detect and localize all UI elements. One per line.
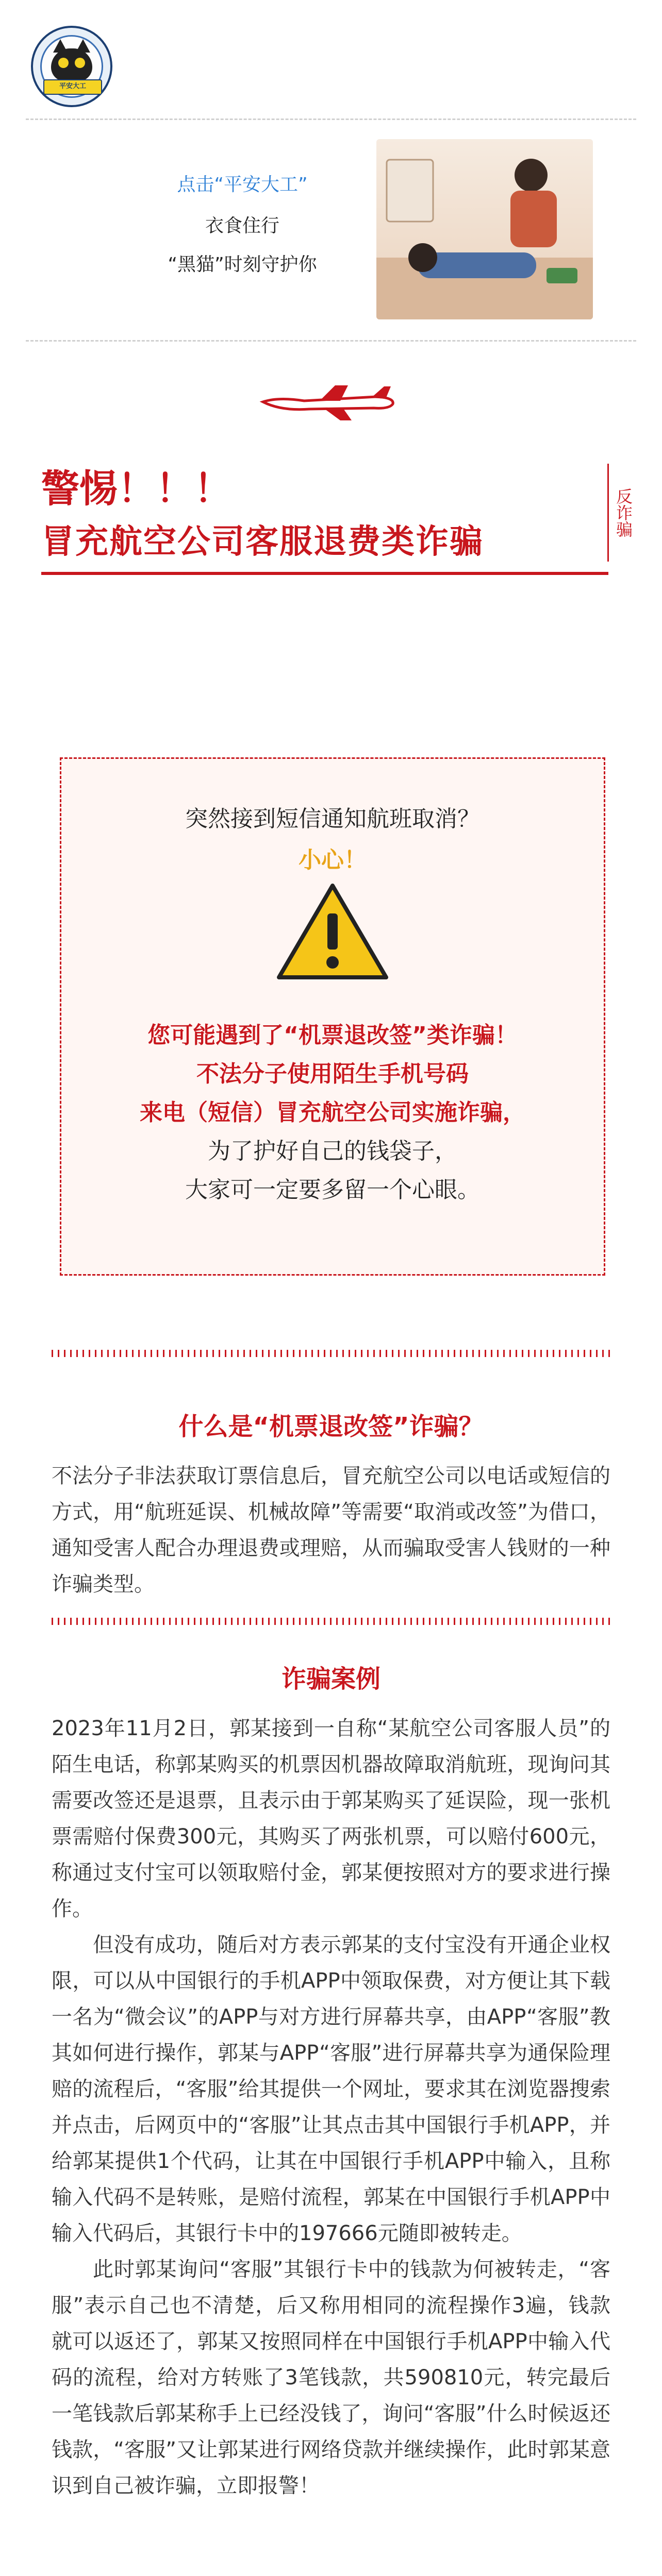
intro-follow-link[interactable]: 点击“平安大工” bbox=[177, 174, 308, 195]
warning-line-5: 大家可一定要多留一个心眼。 bbox=[185, 1177, 480, 1203]
page-subtitle: 冒充航空公司客服退费类诈骗 bbox=[41, 523, 484, 561]
section-case-title: 诈骗案例 bbox=[281, 1665, 380, 1693]
section-divider bbox=[52, 1618, 610, 1625]
section-what-title: 什么是“机票退改签”诈骗？ bbox=[178, 1412, 484, 1441]
warning-line-2: 不法分子使用陌生手机号码 bbox=[196, 1061, 469, 1087]
warning-line-3: 来电（短信）冒充航空公司实施诈骗， bbox=[140, 1099, 525, 1126]
intro-line-2: 衣食住行 bbox=[205, 215, 279, 236]
black-cat-icon bbox=[51, 48, 92, 81]
case-paragraph: 2023年11月2日，郭某接到一自称“某航空公司客服人员”的陌生电话，称郭某购买的机票因机器故障取消航班，现询问其需要改签还是退票，且表示由于郭某购买了延误险，现一张机票需赔付保费300元，其购买了两张机票，可以赔付600元，称通过支付宝可以领取赔付金，郭某便按照对方的要求进行操作。 bbox=[52, 1717, 610, 1921]
intro-line-3: “黑猫”时刻守护你 bbox=[168, 254, 317, 275]
anti-fraud-tag: 反诈骗 bbox=[607, 464, 638, 562]
warning-question: 突然接到短信通知航班取消？ bbox=[185, 806, 480, 832]
section-divider bbox=[52, 1350, 610, 1357]
intro-divider-bottom bbox=[26, 340, 636, 342]
warning-line-1: 您可能遇到了“机票退改签”类诈骗！ bbox=[147, 1022, 518, 1048]
logo-ribbon: 平安大工 bbox=[43, 79, 102, 95]
title-underline bbox=[41, 572, 608, 575]
airplane-icon bbox=[258, 381, 402, 422]
section-what-body: 不法分子非法获取订票信息后，冒充航空公司以电话或短信的方式，用“航班延误、机械故障”等需要“取消或改签”为借口，通知受害人配合办理退费或理赔，从而骗取受害人钱财的一种诈骗类型。 bbox=[52, 1464, 610, 1596]
warning-triangle-icon bbox=[276, 883, 389, 980]
case-paragraph: 但没有成功，随后对方表示郭某的支付宝没有开通企业权限，可以从中国银行的手机APP中领取保费，对方便让其下载一名为“微会议”的APP与对方进行屏幕共享，由APP“客服”教其如何进行操作，郭某与APP“客服”进行屏幕共享为通保险理赔的流程后，“客服”给其提供一个网址，要求其在浏览器搜索并点击，后网页中的“客服”让其点击其中国银行手机APP，并给郭某提供1个代码，让其在中国银行手机APP中输入，且称输入代码不是转账，是赔付流程，郭某在中国银行手机APP中输入代码后，其银行卡中的197666元随即被转走。 bbox=[52, 1933, 610, 2245]
logo-badge bbox=[31, 26, 112, 107]
page-title: 警惕！！！ bbox=[41, 467, 232, 511]
case-paragraph: 此时郭某询问“客服”其银行卡中的钱款为何被转走，“客服”表示自己也不清楚，后又称用相同的流程操作3遍，钱款就可以返还了，郭某又按照同样在中国银行手机APP中输入代码的流程，给对方转账了3笔钱款，共590810元，转完最后一笔钱款后郭某称手上已经没钱了，询问“客服”什么时候返还钱款，“客服”又让郭某进行网络贷款并继续操作，此时郭某意识到自己被诈骗，立即报警！ bbox=[52, 2258, 610, 2498]
warning-line-4: 为了护好自己的钱袋子， bbox=[208, 1138, 457, 1164]
warning-box bbox=[60, 757, 605, 1276]
rescue-illustration bbox=[376, 139, 593, 319]
section-case-body bbox=[52, 1710, 610, 2504]
intro-divider-top bbox=[26, 118, 636, 120]
warning-careful: 小心！ bbox=[299, 847, 367, 873]
